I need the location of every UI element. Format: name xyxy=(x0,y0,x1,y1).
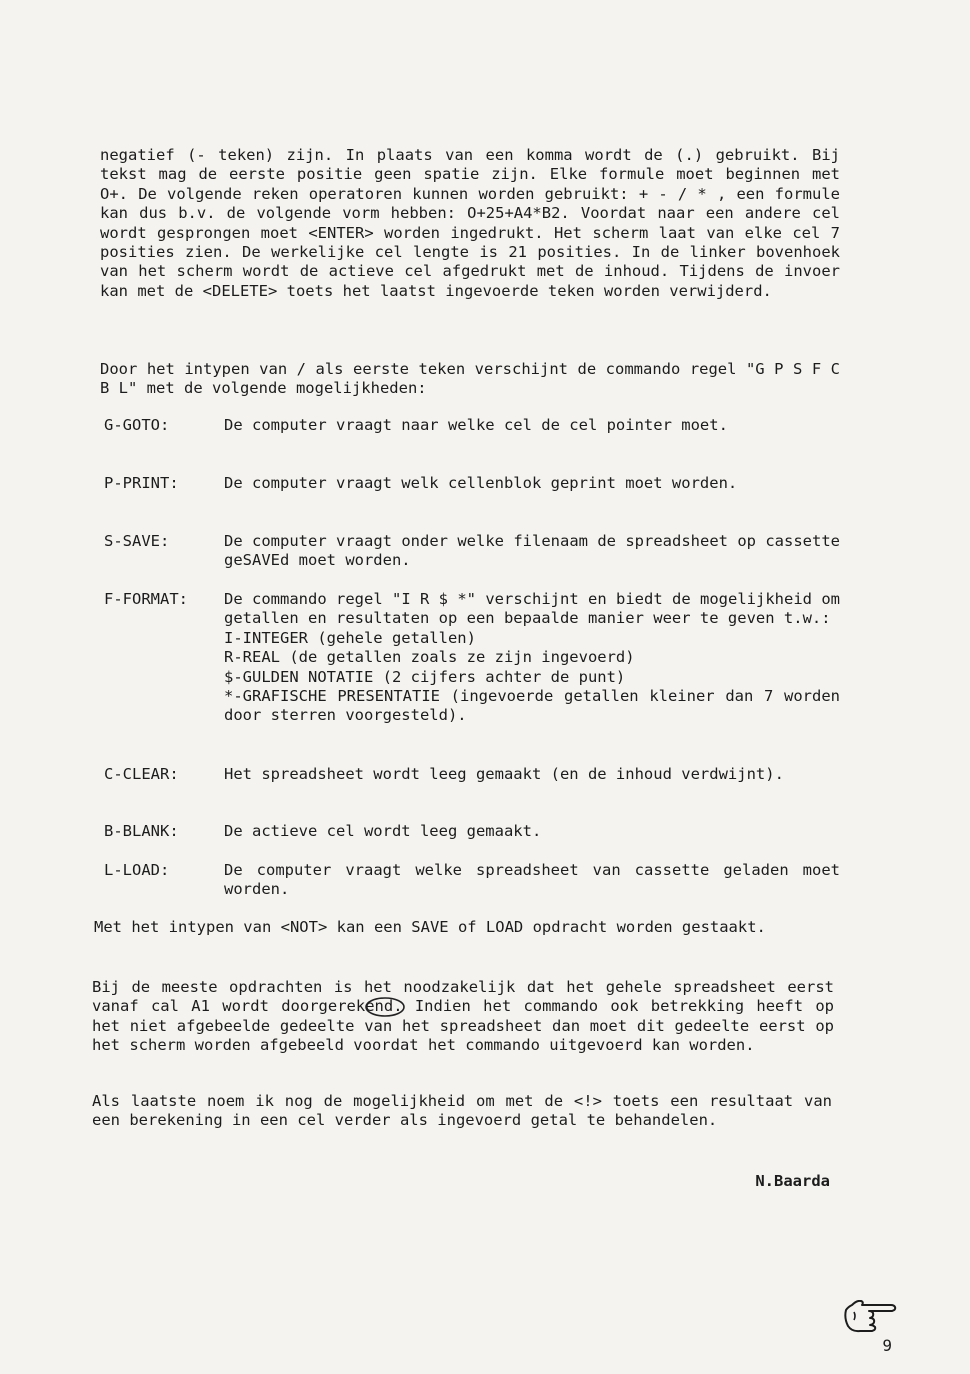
last-paragraph: Als laatste noem ik nog de mogelijkheid om met de <!> toets een resultaat van een berekening in een cel verder als ingevoerd getal te behandelen. xyxy=(92,1092,832,1130)
command-print xyxy=(104,474,840,493)
command-key: P-PRINT: xyxy=(104,474,179,492)
handwritten-circle-mark xyxy=(364,996,406,1018)
commands-intro-paragraph: Door het intypen van / als eerste teken verschijnt de commando regel "G P S F C B L" met de volgende mogelijkheden: xyxy=(100,360,840,398)
command-key: G-GOTO: xyxy=(104,416,170,434)
command-save xyxy=(104,532,840,571)
command-format xyxy=(104,590,840,726)
command-goto xyxy=(104,416,840,435)
recalc-paragraph: Bij de meeste opdrachten is het noodzakelijk dat het gehele spreadsheet eerst vanaf cal A1 wordt doorgerekend. Indien het commando ook betrekking heeft op het niet afgebeelde gedeelte van het spreadsheet dan moet dit gedeelte eerst op het scherm worden afgebeeld voordat het commando uitgevoerd kan worden. xyxy=(92,978,834,1055)
command-blank xyxy=(104,822,840,841)
command-load xyxy=(104,861,840,900)
not-paragraph: Met het intypen van <NOT> kan een SAVE of LOAD opdracht worden gestaakt. xyxy=(94,918,766,936)
command-desc: De computer vraagt welke spreadsheet van cassette geladen moet worden. xyxy=(224,861,840,899)
command-desc: De computer vraagt naar welke cel de cel pointer moet. xyxy=(224,416,728,434)
command-clear xyxy=(104,765,840,784)
command-key: L-LOAD: xyxy=(104,861,170,879)
command-desc: De commando regel "I R $ *" verschijnt en biedt de mogelijkheid om getallen en resultaten op een bepaalde manier weer te geven t.w.: I-INTEGER (gehele getallen) R-REAL (de getallen zoals ze zijn ingevoerd) $-GULDEN NOTATIE (2 cijfers achter de punt) *-GRAFISCHE PRESENTATIE (ingevoerde getallen kleiner dan 7 worden door sterren voorgesteld). xyxy=(224,590,840,725)
command-key: C-CLEAR: xyxy=(104,765,179,783)
command-key: B-BLANK: xyxy=(104,822,179,840)
command-key: F-FORMAT: xyxy=(104,590,188,608)
signature: N.Baarda xyxy=(755,1172,830,1190)
command-desc: De computer vraagt welk cellenblok geprint moet worden. xyxy=(224,474,738,492)
command-desc: De actieve cel wordt leeg gemaakt. xyxy=(224,822,542,840)
page-number: 9 xyxy=(882,1336,892,1355)
command-key: S-SAVE: xyxy=(104,532,170,550)
intro-paragraph: negatief (- teken) zijn. In plaats van een komma wordt de (.) gebruikt. Bij tekst mag de eerste positie geen spatie zijn. Elke formule moet beginnen met O+. De volgende reken operatoren kunnen worden gebruikt: + - / * , een formule kan dus b.v. de volgende vorm hebben: O+25+A4*B2. Voordat naar een andere cel wordt gesprongen moet <ENTER> worden ingedrukt. Het scherm laat van elke cel 7 posities zien. De werkelijke cel lengte is 21 posities. In de linker bovenhoek van het scherm wordt de actieve cel afgedrukt met de inhoud. Tijdens de invoer kan met de <DELETE> toets het laatst ingevoerde teken worden verwijderd. xyxy=(100,146,840,300)
command-desc: De computer vraagt onder welke filenaam de spreadsheet op cassette geSAVEd moet worden. xyxy=(224,532,840,570)
command-desc: Het spreadsheet wordt leeg gemaakt (en de inhoud verdwijnt). xyxy=(224,765,784,783)
pointing-hand-icon xyxy=(842,1300,898,1334)
